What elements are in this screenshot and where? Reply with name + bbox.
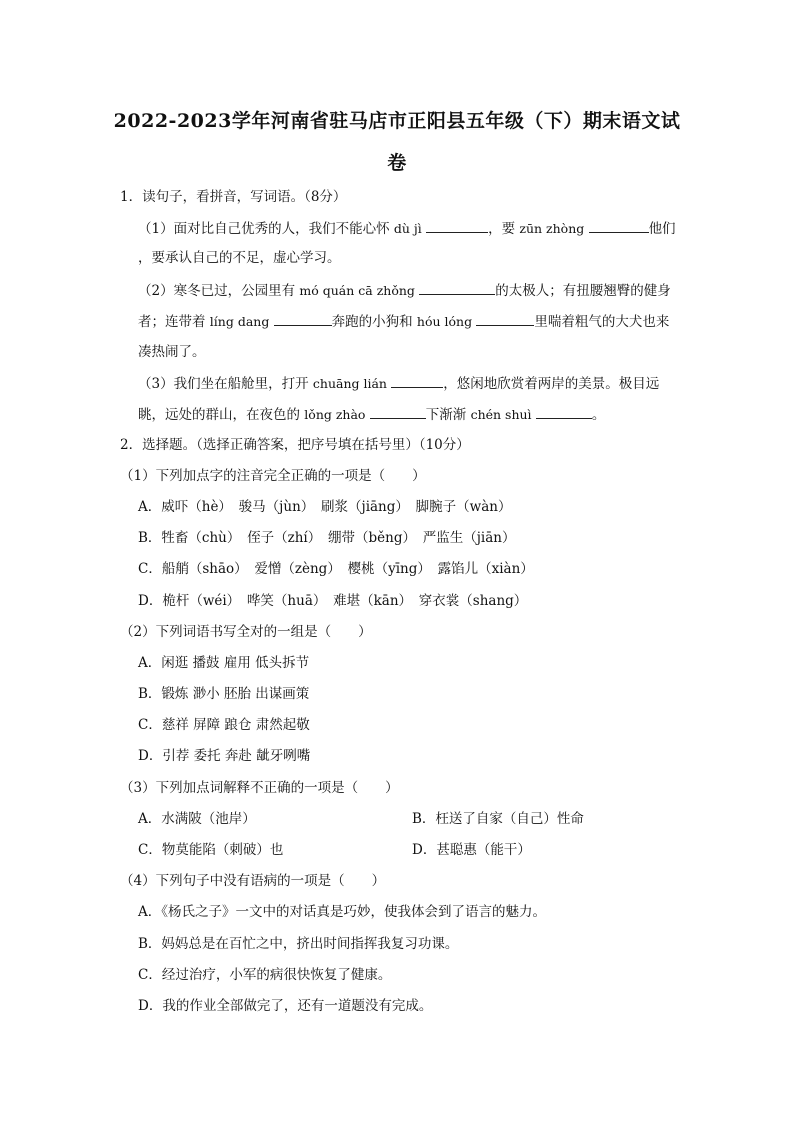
q2-s3-option-a[interactable]: A．水满陂（池岸） bbox=[138, 811, 256, 827]
q1-p2-text-c: 者；连带着 bbox=[138, 314, 210, 330]
page-title: 2022-2023学年河南省驻马店市正阳县五年级（下）期末语文试 bbox=[113, 110, 681, 132]
q1-p2-text-d: 奔跑的小狗和 bbox=[331, 314, 417, 330]
q2-s2-option-a[interactable]: A．闲逛 播鼓 雇用 低头拆节 bbox=[138, 655, 310, 671]
q2-s3-stem: （3）下列加点词解释不正确的一项是（ ） bbox=[120, 780, 399, 796]
q1-p1-pinyin-1: dù jì bbox=[393, 221, 422, 236]
q2-s4-option-a[interactable]: A．《杨氏之子》一文中的对话真是巧妙，使我体会到了语言的魅力。 bbox=[138, 904, 546, 920]
q2-s3-option-b[interactable]: B．枉送了自家（自己）性命 bbox=[412, 811, 584, 827]
q1-p3-text-e: 。 bbox=[591, 407, 606, 423]
q1-p3-line1 bbox=[138, 373, 659, 394]
q1-p1-pinyin-2: zūn zhòng bbox=[519, 221, 585, 236]
q1-p3-line2 bbox=[138, 404, 605, 425]
q1-p2-text-e: 里喘着粗气的大犬也来 bbox=[534, 314, 670, 330]
q1-p3-pinyin-1: chuāng lián bbox=[312, 376, 387, 391]
q1-p1-text-b: ，要 bbox=[488, 221, 520, 237]
q1-p2-line2 bbox=[138, 311, 669, 332]
q1-p1-line1 bbox=[138, 218, 676, 239]
q2-s4-stem: （4）下列句子中没有语病的一项是（ ） bbox=[120, 873, 386, 889]
q2-s1-option-b[interactable]: B．牲畜（chù） 侄子（zhí） 绷带（běng） 严监生（jiān） bbox=[138, 530, 516, 546]
q2-s1-option-c[interactable]: C．船艄（shāo） 爱憎（zèng） 樱桃（yīng） 露馅儿（xiàn） bbox=[138, 561, 534, 577]
q1-p1-line2: ，要承认自己的不足，虚心学习。 bbox=[138, 250, 341, 266]
q1-p3-text-b: ，悠闲地欣赏着两岸的美景。极目远 bbox=[443, 376, 660, 392]
q2-s2-option-d[interactable]: D．引荐 委托 奔赴 龇牙咧嘴 bbox=[138, 748, 311, 764]
q2-s2-option-c[interactable]: C．慈祥 屏障 踉仓 肃然起敬 bbox=[138, 717, 310, 733]
q2-s1-stem: （1）下列加点字的注音完全正确的一项是（ ） bbox=[120, 468, 426, 484]
q2-header: 2．选择题。（选择正确答案，把序号填在括号里）（10分） bbox=[120, 437, 470, 453]
q1-p2-text-a: （2）寒冬已过，公园里有 bbox=[138, 283, 300, 299]
q2-s4-option-d[interactable]: D．我的作业全部做完了，还有一道题没有完成。 bbox=[138, 998, 433, 1014]
q2-s1-option-a[interactable]: A．威吓（hè） 骏马（jùn） 刷浆（jiāng） 脚腕子（wàn） bbox=[138, 499, 512, 515]
q1-p1-blank-2[interactable] bbox=[589, 218, 649, 233]
q1-p2-line1 bbox=[138, 280, 671, 301]
q1-p3-text-a: （3）我们坐在船舱里，打开 bbox=[138, 376, 313, 392]
q2-s4-option-b[interactable]: B．妈妈总是在百忙之中，挤出时间指挥我复习功课。 bbox=[138, 936, 459, 952]
page-title-continued: 卷 bbox=[387, 152, 407, 174]
q1-p1-text-a: （1）面对比自己优秀的人，我们不能心怀 bbox=[138, 221, 394, 237]
q2-s4-option-c[interactable]: C．经过治疗，小军的病很快恢复了健康。 bbox=[138, 967, 392, 983]
q1-p3-blank-1[interactable] bbox=[391, 373, 443, 388]
q1-p2-line3: 凑热闹了。 bbox=[138, 344, 206, 360]
q1-p2-text-b: 的太极人；有扭腰翘臀的健身 bbox=[495, 283, 671, 299]
q1-p2-pinyin-1: mó quán cā zhǒng bbox=[299, 283, 415, 298]
q1-p1-blank-1[interactable] bbox=[426, 218, 488, 233]
q1-p3-pinyin-2: lǒng zhào bbox=[304, 407, 366, 422]
q1-p3-pinyin-3: chén shuì bbox=[470, 407, 532, 422]
q1-p2-blank-2[interactable] bbox=[274, 311, 332, 326]
q1-p2-pinyin-2: líng dang bbox=[209, 314, 270, 329]
q1-p2-blank-3[interactable] bbox=[476, 311, 534, 326]
q1-p2-blank-1[interactable] bbox=[419, 280, 495, 295]
q2-s2-option-b[interactable]: B．锻炼 渺小 胚胎 出谋画策 bbox=[138, 686, 310, 702]
q2-s2-stem: （2）下列词语书写全对的一组是（ ） bbox=[120, 624, 372, 640]
q1-p3-blank-2[interactable] bbox=[370, 404, 426, 419]
q2-s1-option-d[interactable]: D．桅杆（wéi） 哗笑（huā） 难堪（kān） 穿衣裳（shang） bbox=[138, 593, 528, 609]
q1-p3-text-c: 眺，远处的群山，在夜色的 bbox=[138, 407, 305, 423]
q1-p3-blank-3[interactable] bbox=[536, 404, 592, 419]
q1-p1-text-c: 他们 bbox=[648, 221, 676, 237]
q2-s3-option-d[interactable]: D．甚聪惠（能干） bbox=[412, 842, 531, 858]
q1-p2-pinyin-3: hóu lóng bbox=[416, 314, 473, 329]
q1-header: 1．读句子，看拼音，写词语。（8分） bbox=[120, 189, 347, 205]
q2-s3-option-c[interactable]: C．物莫能陷（刺破）也 bbox=[138, 842, 284, 858]
q1-p3-text-d: 下渐渐 bbox=[425, 407, 471, 423]
